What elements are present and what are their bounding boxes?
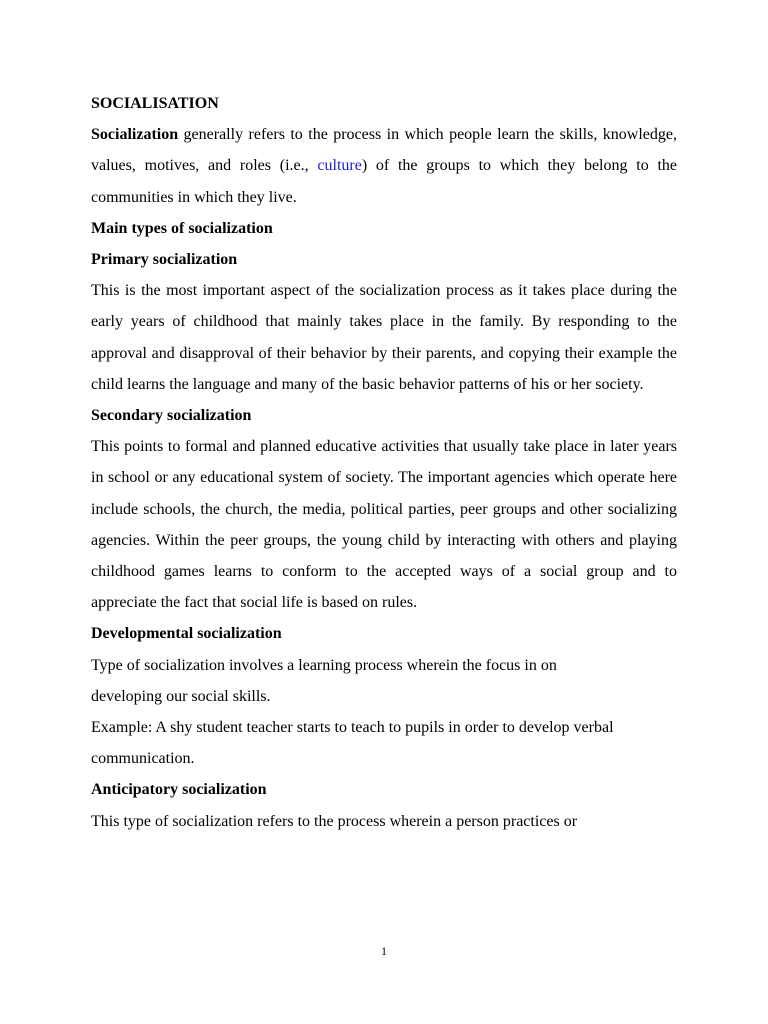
intro-text-before-link: generally refers to the process in which people learn the skills, knowledge, values, motives, and roles (i.e., (91, 126, 677, 175)
secondary-heading: Secondary socialization (91, 407, 252, 425)
intro-text-after-link: ) of the groups to which they belong to the communities in which they live. (91, 157, 677, 206)
intro-term: Socialization (91, 126, 179, 144)
developmental-example-line-2: communication. (91, 750, 195, 768)
primary-paragraph: This is the most important aspect of the socialization process as it takes place during the early years of childhood that mainly takes place in the family. By responding to the approval and disapproval of their behavior by their parents, and copying their example the child learns the language and many of the basic behavior patterns of his or her society. (91, 282, 677, 393)
developmental-example-line-1: Example: A shy student teacher starts to teach to pupils in order to develop verbal (91, 719, 614, 737)
document-title: SOCIALISATION (91, 95, 219, 112)
page-number: 1 (381, 944, 387, 958)
main-types-heading: Main types of socialization (91, 219, 273, 237)
intro-paragraph (91, 119, 677, 213)
secondary-paragraph: This points to formal and planned educative activities that usually take place in later years in school or any educational system of society. The important agencies which operate here include schools, the church, the media, political parties, peer groups and other socializing agencies. Within the peer groups, the young child by interacting with others and playing childhood games learns to conform to the accepted ways of a social group and to appreciate the fact that social life is based on rules. (91, 438, 677, 612)
document-body (91, 88, 677, 837)
culture-link[interactable]: culture (317, 157, 362, 175)
developmental-heading: Developmental socialization (91, 625, 282, 643)
primary-heading: Primary socialization (91, 251, 238, 269)
developmental-paragraph-line-2: developing our social skills. (91, 687, 271, 705)
anticipatory-heading: Anticipatory socialization (91, 781, 267, 799)
developmental-paragraph-line-1: Type of socialization involves a learning process wherein the focus in on (91, 656, 557, 674)
anticipatory-paragraph: This type of socialization refers to the process wherein a person practices or (91, 812, 578, 830)
